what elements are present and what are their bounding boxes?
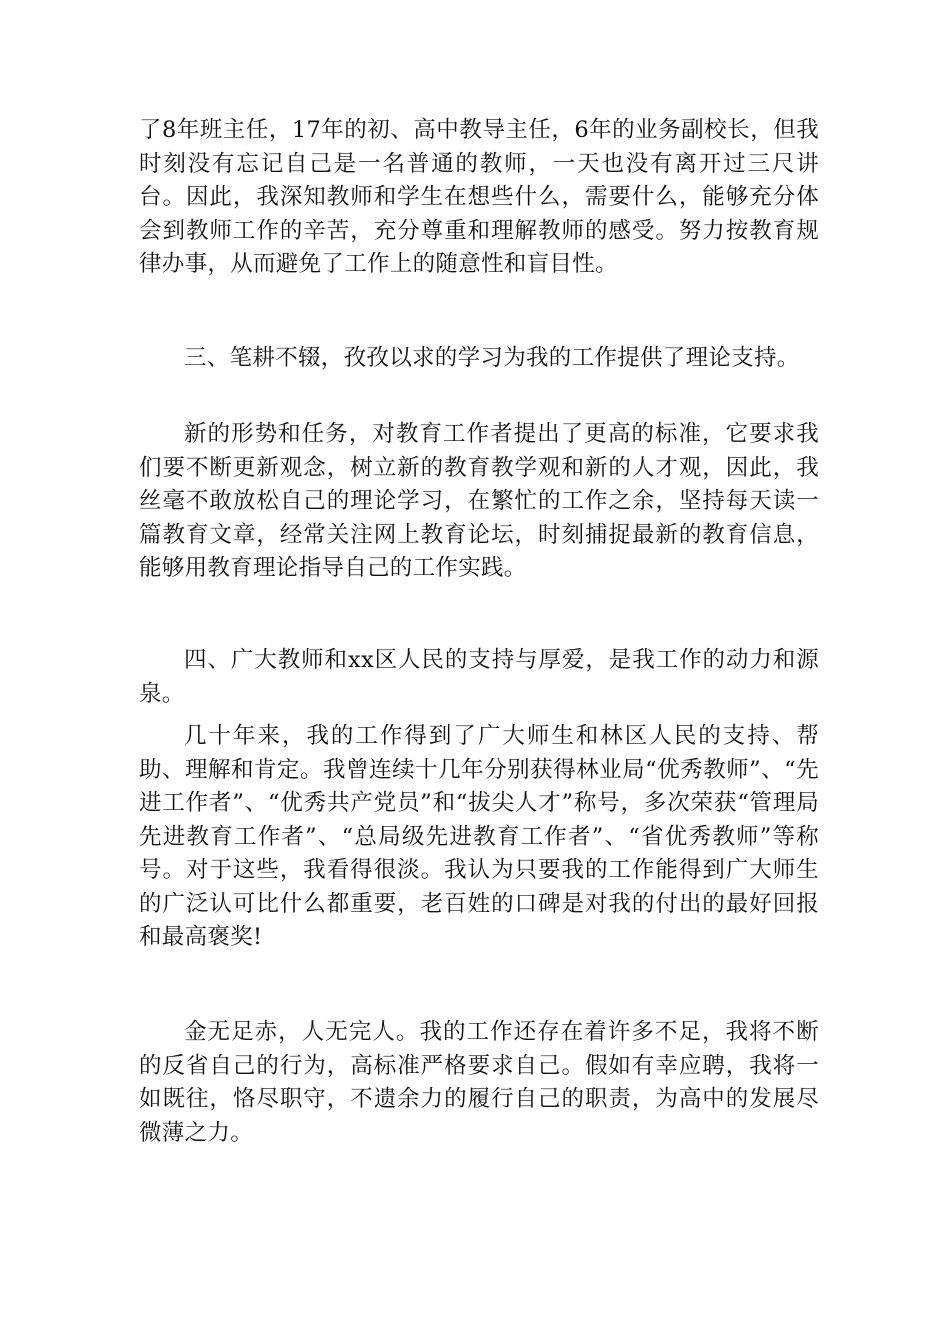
body-paragraph: 了8年班主任，17年的初、高中教导主任，6年的业务副校长，但我时刻没有忘记自己是一名普通的教师，一天也没有离开过三尺讲台。因此，我深知教师和学生在想些什么，需要什么，能够充分体会到教师工作的辛苦，充分尊重和理解教师的感受。努力按教育规律办事，从而避免了工作上的随意性和盲目性。	[139, 117, 819, 277]
closing-paragraph: 金无足赤，人无完人。我的工作还存在着许多不足，我将不断的反省自己的行为，高标准严格要求自己。假如有幸应聘，我将一如既往，恪尽职守，不遗余力的履行自己的职责，为高中的发展尽微薄之力。	[139, 1019, 819, 1146]
section-heading-three: 三、笔耕不辍，孜孜以求的学习为我的工作提供了理论支持。	[184, 345, 800, 371]
body-paragraph: 新的形势和任务，对教育工作者提出了更高的标准，它要求我们要不断更新观念，树立新的教育教学观和新的人才观，因此，我丝毫不敢放松自己的理论学习，在繁忙的工作之余，坚持每天读一篇教育文章，经常关注网上教育论坛，时刻捕捉最新的教育信息，能够用教育理论指导自己的工作实践。	[139, 421, 819, 581]
body-paragraph: 几十年来，我的工作得到了广大师生和林区人民的支持、帮助、理解和肯定。我曾连续十几年分别获得林业局“优秀教师”、“先进工作者”、“优秀共产党员”和“拔尖人才”称号，多次荣获“管理局先进教育工作者”、“总局级先进教育工作者”、“省优秀教师”等称号。对于这些，我看得很淡。我认为只要我的工作能得到广大师生的广泛认可比什么都重要，老百姓的口碑是对我的付出的最好回报和最高褒奖!	[139, 723, 819, 950]
section-heading-four: 四、广大教师和xx区人民的支持与厚爱，是我工作的动力和源泉。	[139, 647, 819, 707]
